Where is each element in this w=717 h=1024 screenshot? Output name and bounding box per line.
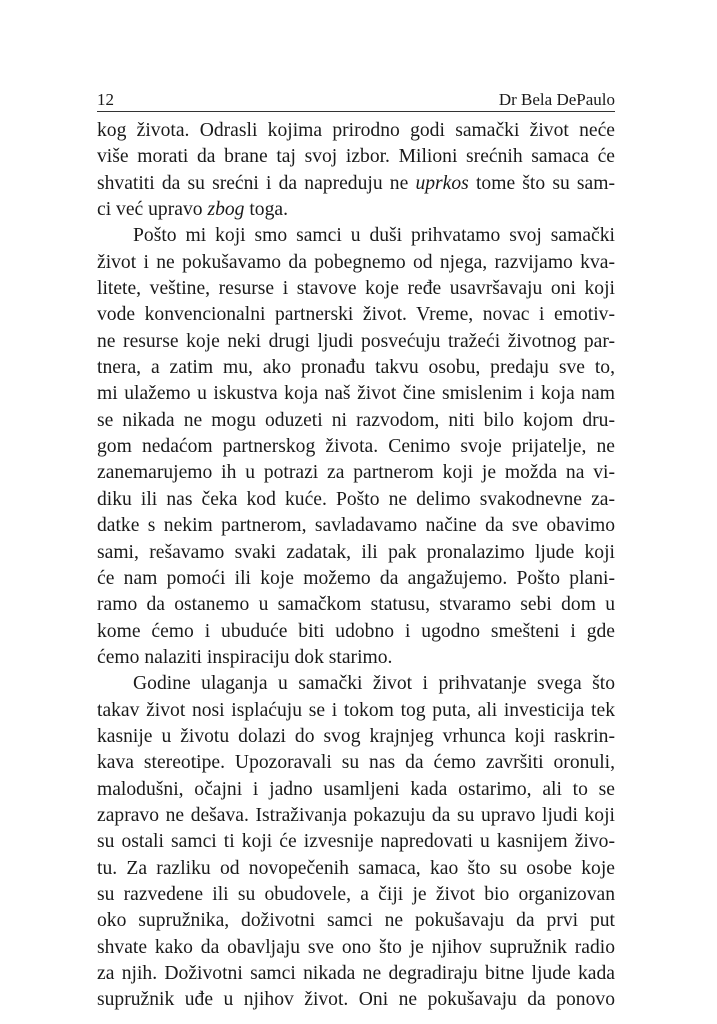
- text-run: supružnik uđe u njihov život. Oni ne pokušavaju da ponovo: [97, 989, 615, 1011]
- text-run: kog života. Odrasli kojima prirodno godi samački život neće: [97, 120, 615, 141]
- text-run: shvatiti da su srećni i da napreduju ne: [97, 172, 416, 194]
- text-run: se nikada ne mogu oduzeti ni razvodom, niti bilo kojom dru-: [97, 409, 615, 431]
- text-run: kome ćemo i ubuduće biti udobno i ugodno smešteni i gde: [97, 620, 615, 642]
- text-run: su razvedene ili su obudovele, a čiji je život bio organizovan: [97, 883, 615, 905]
- text-line: [97, 777, 615, 803]
- paragraph: [97, 671, 615, 1013]
- running-head-author: Dr Bela DePaulo: [498, 90, 615, 109]
- text-run: zanemarujemo ih u potrazi za partnerom koji je možda na vi-: [97, 462, 615, 484]
- text-run: će nam pomoći ili koje možemo da angažujemo. Pošto plani-: [97, 567, 615, 589]
- text-line: [97, 645, 615, 671]
- text-run: vode konvencionalni partnerski život. Vreme, novac i emotiv-: [97, 304, 615, 326]
- text-run: kava stereotipe. Upozoravali su nas da ćemo završiti oronuli,: [97, 752, 615, 774]
- text-run: ramo da ostanemo u samačkom statusu, stvaramo sebi dom u: [97, 594, 615, 616]
- text-run: više morati da brane taj svoj izbor. Milioni srećnih samaca će: [97, 146, 615, 168]
- text-line: [97, 724, 615, 750]
- text-line: [97, 698, 615, 724]
- text-line: [97, 671, 615, 697]
- text-line: [97, 250, 615, 276]
- text-run: ci već upravo: [97, 199, 208, 221]
- text-line: [97, 987, 615, 1013]
- text-run: Pošto mi koji smo samci u duši prihvatamo svoj samački: [133, 225, 615, 247]
- text-line: [97, 408, 615, 434]
- running-head: [97, 89, 615, 112]
- text-run: malodušni, očajni i jadno usamljeni kada ostarimo, ali to se: [97, 778, 615, 800]
- text-run: mi ulažemo u iskustva koja naš život čine smislenim i koja nam: [97, 383, 615, 405]
- text-run: tnera, a zatim mu, ako pronađu takvu osobu, predaju sve to,: [97, 357, 615, 379]
- text-line: [97, 750, 615, 776]
- text-line: [97, 276, 615, 302]
- text-line: [97, 381, 615, 407]
- text-line: [97, 302, 615, 328]
- text-run: za njih. Doživotni samci nikada ne degradiraju bitne ljude kada: [97, 963, 615, 984]
- body-text: [97, 118, 615, 1014]
- text-run: ne resurse koje neki drugi ljudi posvećuju tražeći životnog par-: [97, 330, 615, 352]
- text-line: [97, 592, 615, 618]
- text-line: [97, 144, 615, 170]
- text-run: sami, rešavamo svaki zadatak, ili pak pronalazimo ljude koji: [97, 541, 615, 563]
- paragraph: [97, 223, 615, 671]
- text-line: [97, 829, 615, 855]
- book-page: [97, 89, 615, 1014]
- text-line: [97, 118, 615, 144]
- text-run: su ostali samci ti koji će izvesnije napredovati u kasnijem živo-: [97, 831, 615, 853]
- text-line: [97, 223, 615, 249]
- text-line: [97, 329, 615, 355]
- text-line: [97, 882, 615, 908]
- text-run: zapravo ne dešava. Istraživanja pokazuju da su upravo ljudi koji: [97, 804, 615, 826]
- text-line: [97, 540, 615, 566]
- text-run: litete, veštine, resurse i stavove koje ređe usavršavaju oni koji: [97, 278, 615, 300]
- text-run: ćemo nalaziti inspiraciju dok starimo.: [97, 646, 393, 668]
- text-line: [97, 355, 615, 381]
- text-run: život i ne pokušavamo da pobegnemo od njega, razvijamo kva-: [97, 251, 615, 273]
- text-run: shvate kako da obavljaju sve ono što je njihov supružnik radio: [97, 936, 615, 958]
- text-line: [97, 434, 615, 460]
- text-run: kasnije u životu dolazi do svog krajnjeg vrhunca koji raskrin-: [97, 725, 615, 747]
- text-run: diku ili nas čeka kod kuće. Pošto ne delimo svakodnevne za-: [97, 488, 615, 510]
- emphasis: uprkos: [415, 172, 469, 194]
- text-line: [97, 961, 615, 987]
- text-line: [97, 908, 615, 934]
- text-run: tome što su sam-: [468, 172, 615, 194]
- text-line: [97, 487, 615, 513]
- text-run: datke s nekim partnerom, savladavamo načine da sve obavimo: [97, 515, 615, 537]
- text-line: [97, 197, 615, 223]
- text-run: oko supružnika, doživotni samci ne pokušavaju da prvi put: [97, 910, 615, 932]
- text-run: tu. Za razliku od novopečenih samaca, kao što su osobe koje: [97, 857, 615, 879]
- emphasis: zbog: [207, 199, 245, 221]
- page-number: 12: [97, 90, 114, 109]
- text-run: takav život nosi isplaćuju se i tokom tog puta, ali investicija tek: [97, 699, 615, 721]
- text-line: [97, 619, 615, 645]
- text-line: [97, 566, 615, 592]
- text-line: [97, 803, 615, 829]
- text-line: [97, 856, 615, 882]
- text-run: Godine ulaganja u samački život i prihvatanje svega što: [133, 673, 615, 695]
- text-line: [97, 171, 615, 197]
- paragraph: [97, 118, 615, 223]
- text-line: [97, 513, 615, 539]
- text-run: gom nedaćom partnerskog života. Cenimo svoje prijatelje, ne: [97, 436, 615, 458]
- text-run: toga.: [244, 199, 288, 221]
- text-line: [97, 935, 615, 961]
- text-line: [97, 460, 615, 486]
